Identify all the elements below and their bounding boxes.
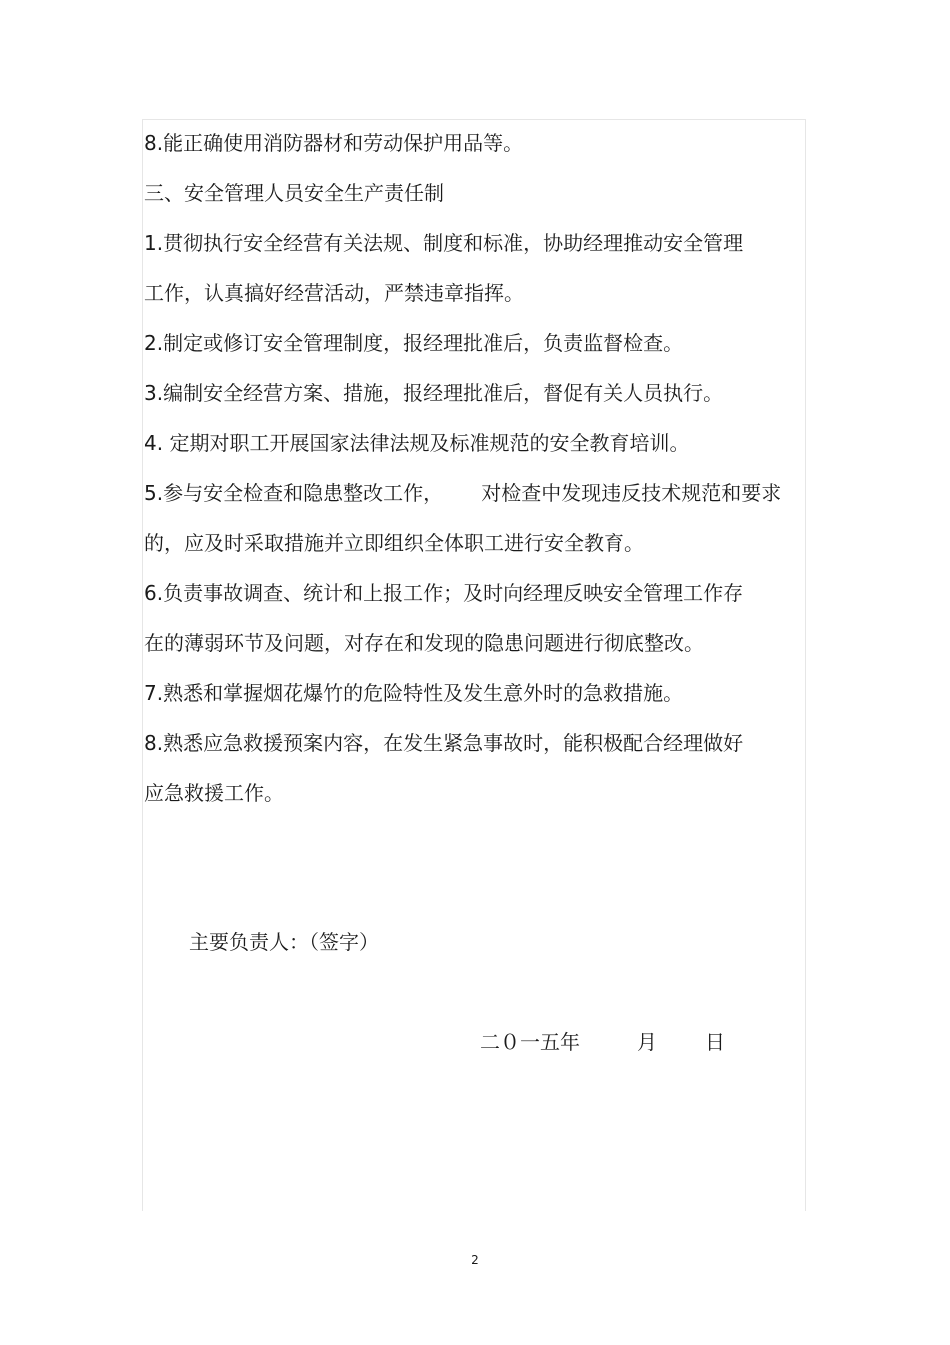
text-line-6: 3.编制安全经营方案、措施，报经理批准后，督促有关人员执行。 — [144, 381, 724, 405]
date-year: 二０一五年 — [480, 1030, 580, 1054]
text-line-7: 4. 定期对职工开展国家法律法规及标准规范的安全教育培训。 — [144, 431, 690, 455]
text-line-12: 7.熟悉和掌握烟花爆竹的危险特性及发生意外时的急救措施。 — [144, 681, 684, 705]
text-line-5: 2.制定或修订安全管理制度，报经理批准后，负责监督检查。 — [144, 331, 684, 355]
text-line-11: 在的薄弱环节及问题，对存在和发现的隐患问题进行彻底整改。 — [144, 631, 704, 655]
date-day: 日 — [705, 1030, 725, 1054]
text-line-9: 的，应及时采取措施并立即组织全体职工进行安全教育。 — [144, 531, 644, 555]
text-line-10: 6.负责事故调查、统计和上报工作；及时向经理反映安全管理工作存 — [144, 581, 744, 605]
section-heading: 三、安全管理人员安全生产责任制 — [144, 181, 444, 205]
signature-label: 主要负责人：（签字） — [189, 930, 379, 954]
date-month: 月 — [637, 1030, 657, 1054]
text-line-14: 应急救援工作。 — [144, 781, 284, 805]
text-line-4: 工作，认真搞好经营活动，严禁违章指挥。 — [144, 281, 524, 305]
text-line-13: 8.熟悉应急救援预案内容，在发生紧急事故时，能积极配合经理做好 — [144, 731, 744, 755]
text-line-8: 5.参与安全检查和隐患整改工作， 对检查中发现违反技术规范和要求 — [144, 481, 782, 505]
page-number: 2 — [471, 1253, 479, 1267]
text-line-1: 8.能正确使用消防器材和劳动保护用品等。 — [144, 131, 524, 155]
text-line-3: 1.贯彻执行安全经营有关法规、制度和标准，协助经理推动安全管理 — [144, 231, 744, 255]
